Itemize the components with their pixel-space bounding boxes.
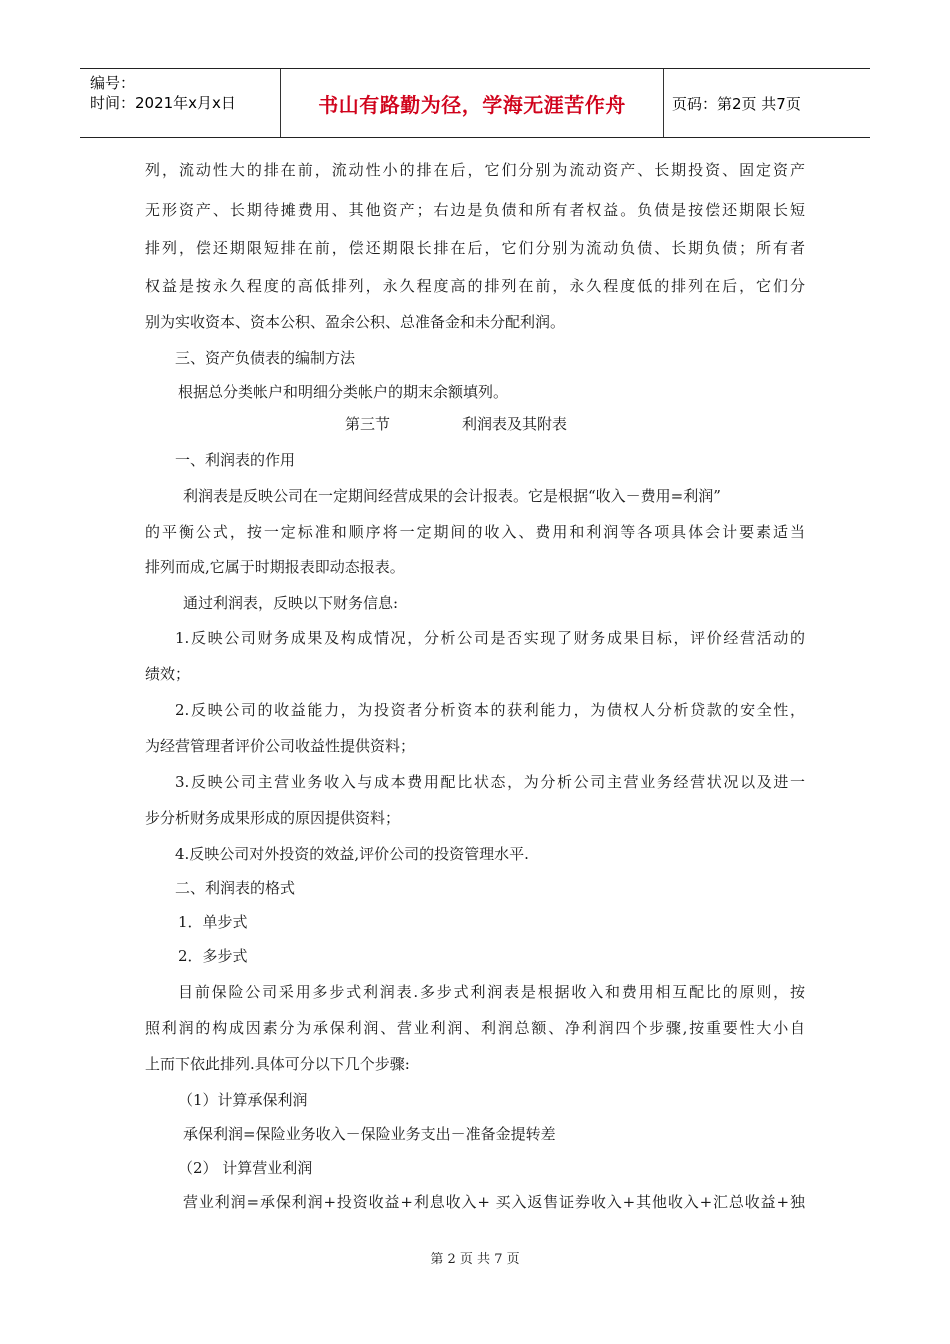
- list-item-cont: 为经营管理者评价公司收益性提供资料；: [145, 737, 416, 755]
- header-motto: 书山有路勤为径，学海无涯苦作舟: [318, 92, 626, 117]
- paragraph-line: 排列，偿还期限短排在前，偿还期限长排在后，它们分别为流动负债、长期负债；所有者: [145, 239, 805, 257]
- header-divider: [663, 69, 664, 137]
- list-item-cont: 绩效；: [145, 665, 191, 683]
- paragraph-line: 根据总分类帐户和明细分类帐户的期末余额填列。: [178, 383, 509, 401]
- paragraph-line: 通过利润表，反映以下财务信息:: [183, 594, 399, 612]
- list-item: 3.反映公司主营业务收入与成本费用配比状态，为分析公司主营业务经营状况以及进一: [175, 773, 805, 791]
- list-item: 4.反映公司对外投资的效益,评价公司的投资管理水平.: [175, 845, 529, 863]
- section-heading: 二、利润表的格式: [175, 879, 296, 897]
- number-label: 编号：: [90, 74, 136, 92]
- step-heading: （2） 计算营业利润: [178, 1159, 313, 1177]
- list-item: 2.反映公司的收益能力，为投资者分析资本的获利能力，为债权人分析贷款的安全性，: [175, 701, 805, 719]
- step-heading: （1）计算承保利润: [178, 1091, 308, 1109]
- paragraph-line: 目前保险公司采用多步式利润表.多步式利润表是根据收入和费用相互配比的原则，按: [178, 983, 805, 1001]
- paragraph-line: 照利润的构成因素分为承保利润、营业利润、利润总额、净利润四个步骤,按重要性大小自: [145, 1019, 805, 1037]
- paragraph-line: 利润表是反映公司在一定期间经营成果的会计报表。它是根据“收入－费用=利润”: [183, 487, 721, 505]
- paragraph-line: 列，流动性大的排在前，流动性小的排在后，它们分别为流动资产、长期投资、固定资产: [145, 161, 805, 179]
- header-page-label: 页码：第2页 共7页: [672, 94, 801, 113]
- paragraph-line: 权益是按永久程度的高低排列，永久程度高的排列在前，永久程度低的排列在后，它们分: [145, 277, 805, 295]
- date-label: 时间：2021年x月x日: [90, 94, 236, 112]
- page-header: [80, 68, 870, 138]
- header-divider: [280, 69, 281, 137]
- formula-line: 承保利润=保险业务收入－保险业务支出－准备金提转差: [183, 1125, 556, 1143]
- chapter-title: 利润表及其附表: [462, 415, 568, 433]
- paragraph-line: 排列而成,它属于时期报表即动态报表。: [145, 558, 405, 576]
- list-item: 1.反映公司财务成果及构成情况，分析公司是否实现了财务成果目标，评价经营活动的: [175, 629, 805, 647]
- list-item: 1．单步式: [178, 913, 248, 931]
- list-item: 2．多步式: [178, 947, 248, 965]
- list-item-cont: 步分析财务成果形成的原因提供资料；: [145, 809, 401, 827]
- chapter-number: 第三节: [345, 415, 391, 433]
- header-meta: [90, 73, 280, 113]
- page-footer: 第 2 页 共 7 页: [430, 1252, 520, 1267]
- section-heading: 一、利润表的作用: [175, 451, 296, 469]
- paragraph-line: 的平衡公式，按一定标准和顺序将一定期间的收入、费用和利润等各项具体会计要素适当: [145, 523, 805, 541]
- paragraph-line: 上而下依此排列.具体可分以下几个步骤:: [145, 1055, 410, 1073]
- section-heading: 三、资产负债表的编制方法: [175, 349, 356, 367]
- formula-line: 营业利润=承保利润+投资收益+利息收入+ 买入返售证券收入+其他收入+汇总收益+独: [183, 1193, 805, 1211]
- paragraph-line: 无形资产、长期待摊费用、其他资产；右边是负债和所有者权益。负债是按偿还期限长短: [145, 201, 805, 219]
- paragraph-line: 别为实收资本、资本公积、盈余公积、总准备金和未分配利润。: [145, 313, 566, 331]
